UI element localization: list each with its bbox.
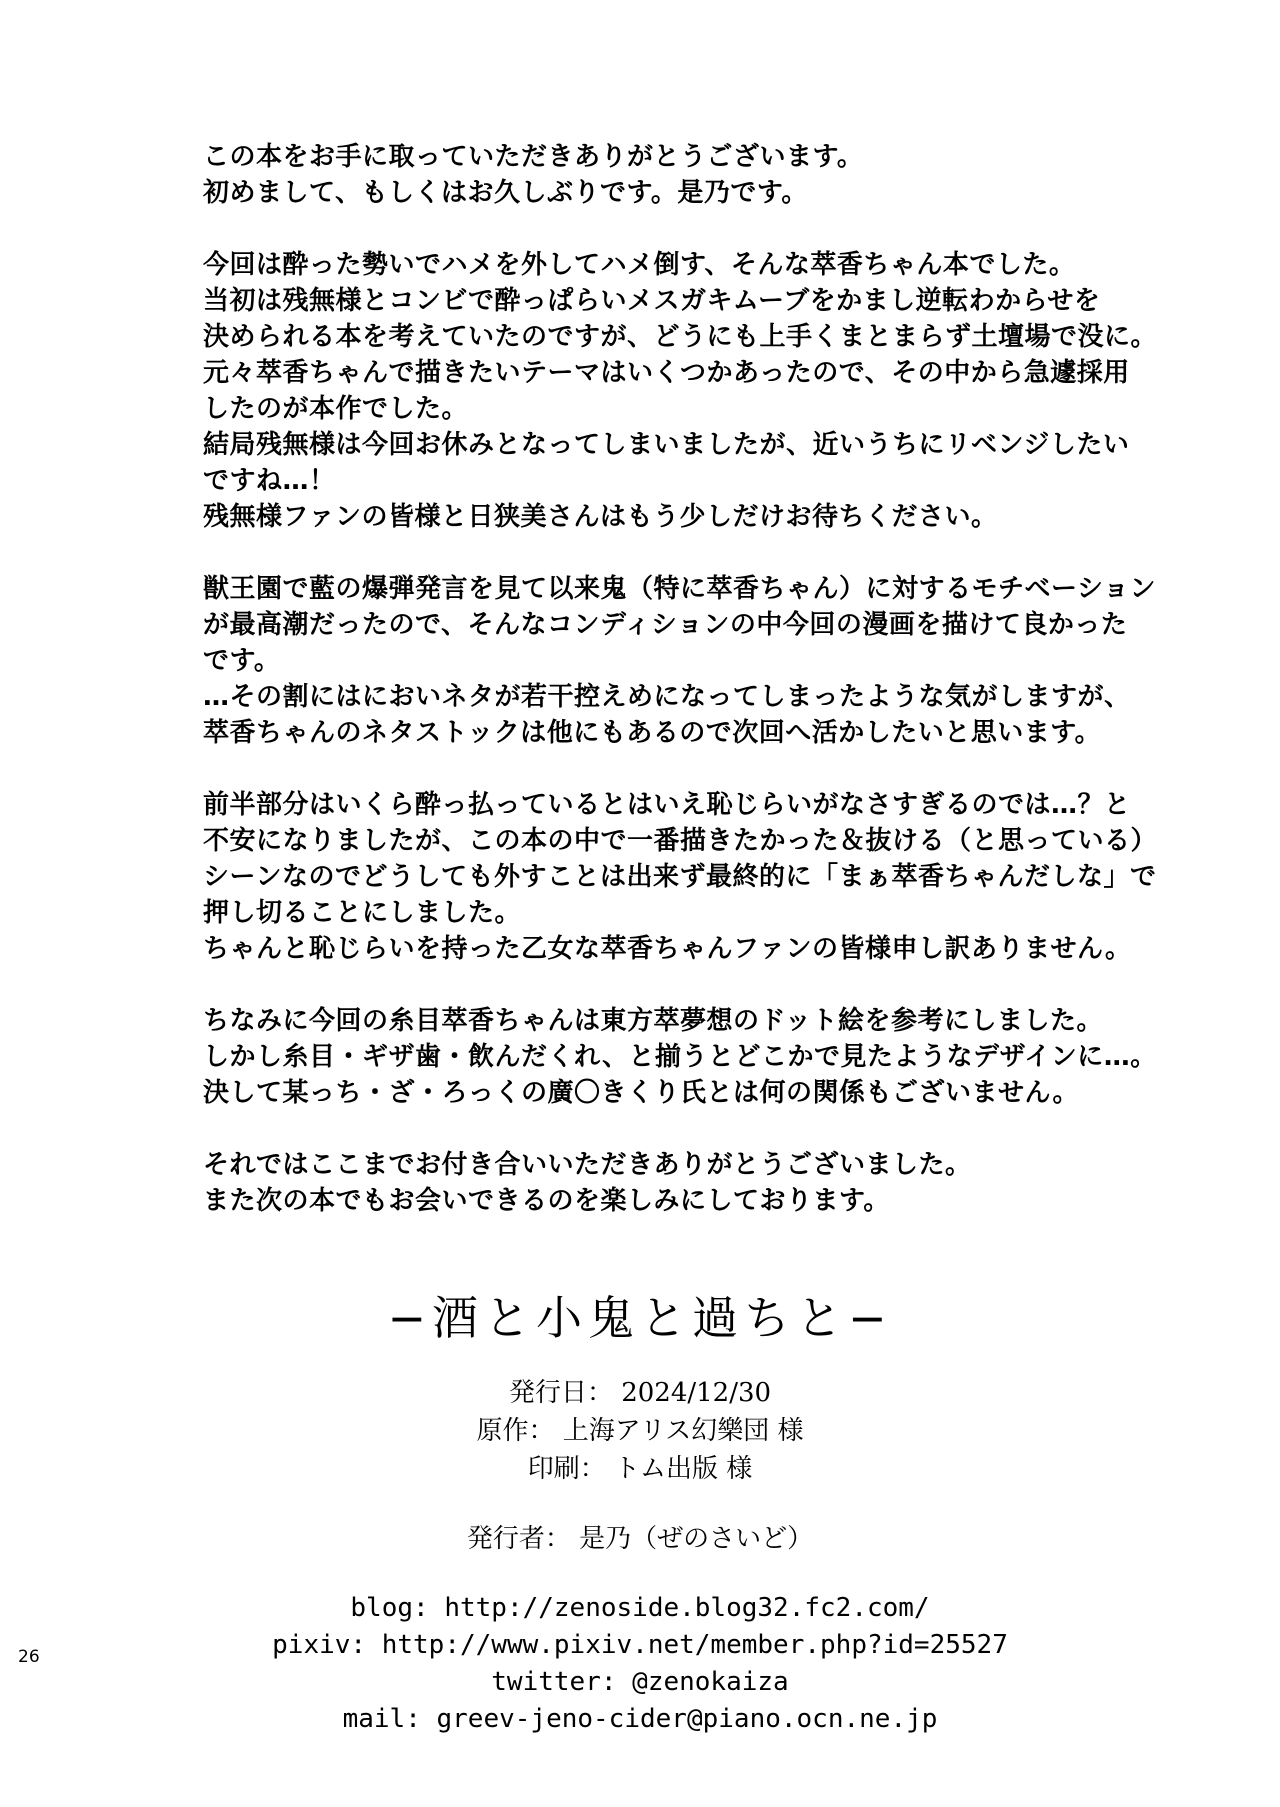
text-line: 今回は酔った勢いでハメを外してハメ倒す、そんな萃香ちゃん本でした。 bbox=[203, 250, 1076, 280]
pixiv-contact: pixiv: http://www.pixiv.net/member.php?id=25527 bbox=[272, 1630, 1008, 1660]
text-line: ちなみに今回の糸目萃香ちゃんは東方萃夢想のドット絵を参考にしました。 bbox=[203, 1006, 1103, 1036]
text-line: 決められる本を考えていたのですが、どうにも上手くまとまらず土壇場で没に。 bbox=[203, 322, 1158, 352]
text-line: 元々萃香ちゃんで描きたいテーマはいくつかあったので、その中から急遽採用 bbox=[203, 358, 1130, 388]
text-line: 前半部分はいくら酔っ払っているとはいえ恥じらいがなさすぎるのでは…？と bbox=[203, 790, 1131, 820]
twitter-contact: twitter: @zenokaiza bbox=[491, 1667, 789, 1697]
blog-contact: blog: http://zenoside.blog32.fc2.com/ bbox=[350, 1593, 930, 1623]
text-line: ちゃんと恥じらいを持った乙女な萃香ちゃんファンの皆様申し訳ありません。 bbox=[203, 934, 1132, 964]
mail-contact: mail: greev-jeno-cider@piano.ocn.ne.jp bbox=[342, 1704, 938, 1734]
text-line: です。 bbox=[203, 646, 281, 676]
page-number: 26 bbox=[18, 1647, 40, 1667]
afterword-paragraph-design bbox=[203, 1003, 1203, 1111]
afterword-paragraph-first-half bbox=[203, 787, 1203, 967]
text-line: …その割にはにおいネタが若干控えめになってしまったような気がしますが、 bbox=[203, 682, 1131, 712]
text-line: それではここまでお付き合いいただきありがとうございました。 bbox=[203, 1150, 972, 1180]
text-line: しかし糸目・ギザ歯・飲んだくれ、と揃うとどこかで見たようなデザインに…。 bbox=[203, 1042, 1157, 1072]
text-line: 初めまして、もしくはお久しぶりです。是乃です。 bbox=[203, 178, 808, 208]
text-line: 残無様ファンの皆様と日狭美さんはもう少しだけお待ちください。 bbox=[203, 502, 998, 532]
original-work-credit: 原作： 上海アリス幻樂団 様 bbox=[476, 1416, 804, 1446]
text-line: 結局残無様は今回お休みとなってしまいましたが、近いうちにリベンジしたい bbox=[203, 430, 1130, 460]
afterword-paragraph-closing bbox=[203, 1147, 1203, 1219]
text-line: 萃香ちゃんのネタストックは他にもあるので次回へ活かしたいと思います。 bbox=[203, 718, 1102, 748]
afterword-paragraph-motivation bbox=[203, 571, 1203, 751]
afterword-paragraph-greeting bbox=[203, 139, 1203, 211]
text-line: が最高潮だったので、そんなコンディションの中今回の漫画を描けて良かった bbox=[203, 610, 1128, 640]
publisher-credit: 発行者： 是乃（ぜのさいど） bbox=[466, 1524, 814, 1554]
text-line: 不安になりましたが、この本の中で一番描きたかった＆抜ける（と思っている） bbox=[203, 826, 1158, 856]
text-line: シーンなのでどうしても外すことは出来ず最終的に「まぁ萃香ちゃんだしな」で bbox=[203, 862, 1157, 892]
text-line: 押し切ることにしました。 bbox=[203, 898, 522, 928]
book-title: −酒と小鬼と過ちと− bbox=[387, 1291, 893, 1345]
text-line: したのが本作でした。 bbox=[203, 394, 469, 424]
afterword-paragraph-about bbox=[203, 247, 1203, 535]
printing-credit: 印刷： トム出版 様 bbox=[527, 1454, 753, 1484]
text-line: ですね…！ bbox=[203, 466, 336, 496]
afterword-text bbox=[203, 139, 1203, 1255]
text-line: 獣王園で藍の爆弾発言を見て以来鬼（特に萃香ちゃん）に対するモチベーション bbox=[203, 574, 1156, 604]
text-line: また次の本でもお会いできるのを楽しみにしております。 bbox=[203, 1186, 890, 1216]
publish-date: 発行日： 2024/12/30 bbox=[508, 1378, 772, 1408]
text-line: 当初は残無様とコンビで酔っぱらいメスガキムーブをかまし逆転わからせを bbox=[203, 286, 1101, 316]
text-line: 決して某っち・ざ・ろっくの廣〇きくり氏とは何の関係もございません。 bbox=[203, 1078, 1080, 1108]
text-line: この本をお手に取っていただきありがとうございます。 bbox=[203, 142, 864, 172]
